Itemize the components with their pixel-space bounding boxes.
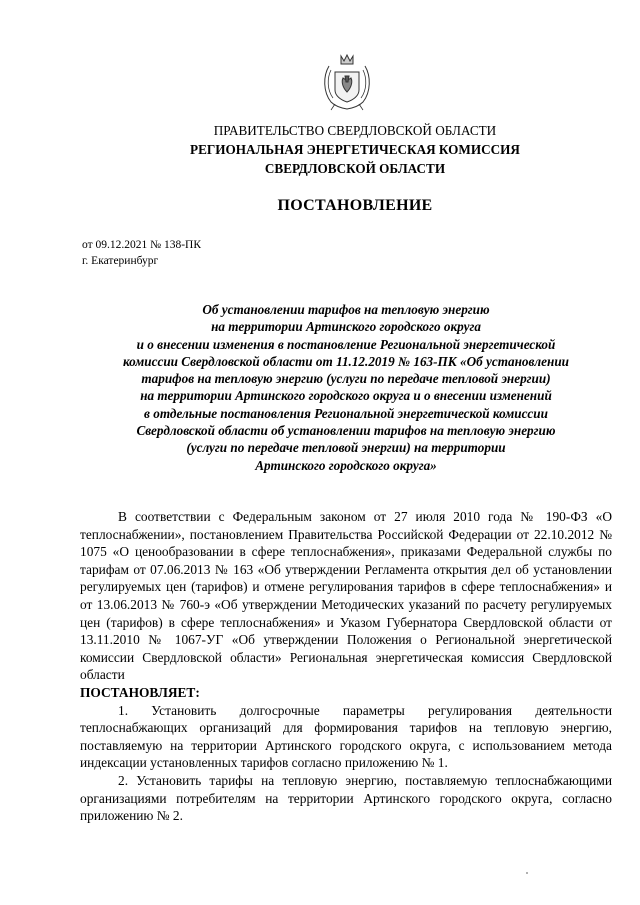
document-city: г. Екатеринбург [82,255,159,267]
title-line: на территории Артинского городского округа [211,319,481,335]
header-region: СВЕРДЛОВСКОЙ ОБЛАСТИ [264,161,446,176]
header-government: ПРАВИТЕЛЬСТВО СВЕРДЛОВСКОЙ ОБЛАСТИ [213,123,497,138]
coat-of-arms-icon [321,52,373,112]
title-line: комиссии Свердловской области от 11.12.2019 № 163-ПК «Об установлении [122,353,569,369]
document-title [80,301,612,474]
item-2-paragraph: 2. Установить тарифы на тепловую энергию, поставляемую теплоснабжающими организациями потребителям на территории Артинского городского округа, согласно приложению № 2. [80,772,612,824]
title-line: и о внесении изменения в постановление Региональной энергетической [136,336,556,352]
document-type: ПОСТАНОВЛЕНИЕ [277,197,433,214]
title-line: тарифов на тепловую энергию (услуги по передаче тепловой энергии) [141,371,551,387]
item-1-paragraph: 1. Установить долгосрочные параметры регулирования деятельности теплоснабжающих организаций для формирования тарифов на тепловую энергию, поставляемую на территории Артинского городского округа, с использованием метода индексации установленных тарифов согласно приложению № 1. [80,702,612,771]
document-body [80,508,612,825]
decree-heading: ПОСТАНОВЛЯЕТ: [80,684,200,700]
title-line: Свердловской области об установлении тарифов на тепловую энергию [136,423,556,439]
title-line: Артинского городского округа» [255,457,437,473]
title-line: Об установлении тарифов на тепловую энергию [202,302,490,317]
document-date-number: от 09.12.2021 № 138-ПК [82,239,202,251]
title-line: на территории Артинского городского округа и о внесении изменений [140,388,552,404]
title-line: (услуги по передаче тепловой энергии) на территории [186,440,506,456]
title-line: в отдельные постановления Региональной энергетической комиссии [144,405,548,421]
preamble-paragraph: В соответствии с Федеральным законом от 27 июля 2010 года № 190-ФЗ «О теплоснабжении», постановлением Правительства Российской Федерации от 22.10.2012 № 1075 «О ценообразовании в сфере теплоснабжения», приказами Федеральной службы по тарифам от 07.06.2013 № 163 «Об утверждении Регламента открытия дел об установлении регулируемых цен (тарифов) и отмене регулирования тарифов в сфере теплоснабжения» и от 13.06.2013 № 760-э «Об утверждении Методических указаний по расчету регулируемых цен (тарифов) в сфере теплоснабжения» и Указом Губернатора Свердловской области от 13.11.2010 № 1067-УГ «Об утверждении Положения о Региональной энергетической комиссии Свердловской области» Региональная энергетическая комиссия Свердловской области [80,509,612,683]
header-commission: РЕГИОНАЛЬНАЯ ЭНЕРГЕТИЧЕСКАЯ КОМИССИЯ [190,142,520,157]
scan-speck [526,872,528,874]
